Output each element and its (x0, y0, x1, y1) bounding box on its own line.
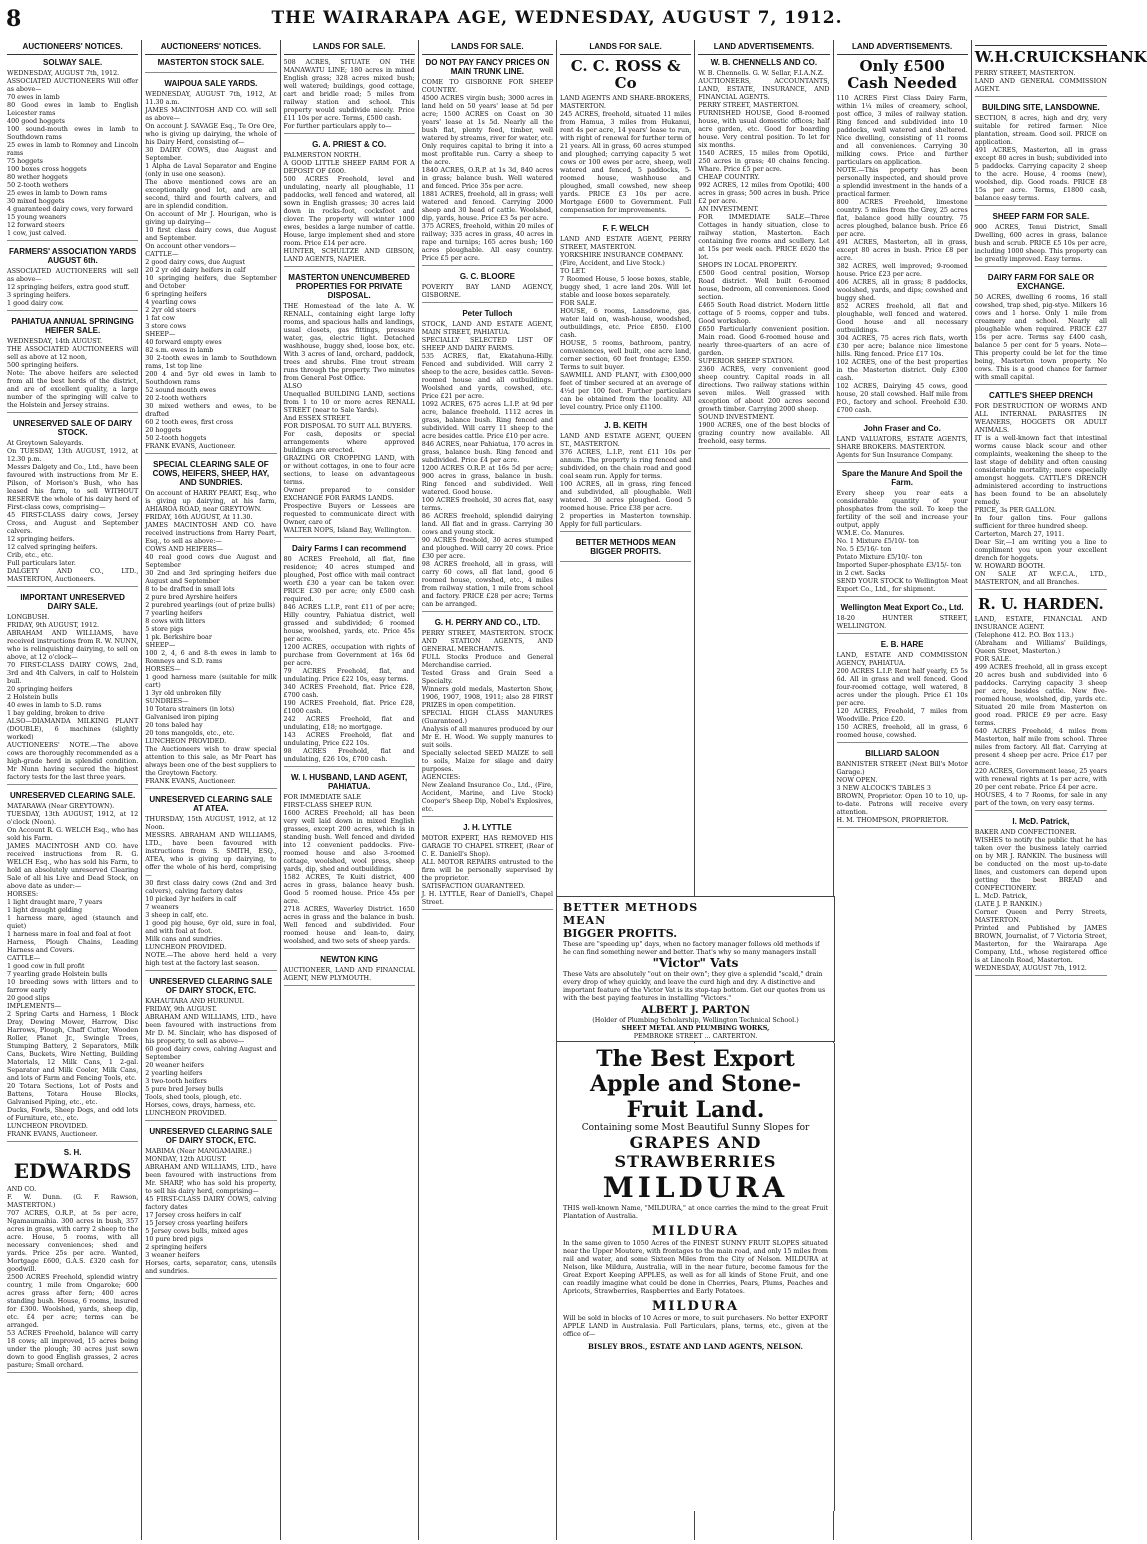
advertisement-block (975, 273, 1107, 385)
block-heading: J. B. KEITH (604, 421, 648, 430)
advertisement-block (560, 224, 691, 415)
block-heading: G. H. PERRY AND CO., LTD. (434, 618, 541, 627)
block-heading: BILLIARD SALOON (865, 749, 940, 758)
block-text: BAKER AND CONFECTIONER. WISHES to notify the public that he has taken over the business lately carried on by MR J. RANKIN. The business will be conducted on the most up-to-date lines, and customers can depend upon getting the best BREAD and CONFECTIONERY. L. McD. Patrick, (LATE J. P. RANKIN.) Corner Queen and Perry Streets, MASTERTON. Printed and Published by JAMES BROWN, Journalist, of 7 Victoria Street, Masterton, for the Wairarapa Age Company, Ltd., whose registered office is at Lincoln Road, Masterton. WEDNESDAY, AUGUST 7th, 1912. (974, 828, 1107, 972)
advertisement-block (422, 309, 553, 612)
block-heading: MASTERTON STOCK SALE. (157, 58, 265, 67)
block-heading: UNRESERVED SALE OF DAIRY STOCK. (13, 419, 133, 437)
victor-trade: SHEET METAL AND PLUMBING WORKS, (621, 1024, 770, 1032)
block-text: THURSDAY, 15th AUGUST, 1912, at 12 Noon. MESSRS. ABRAHAM AND WILLIAMS, LTD., have been favoured with instructions from S. SMITH, ESQ., ATEA, who is giving up dairying, to offer the whole of his herd, comprising— 30 first class dairy cows (2nd and 3rd calvers), calving factory dates 10 picked 3yr heifers in calf 7 weaners 3 sheep in calf, etc. 1 good pig house, 6yr old, sure in foal, and with foal at foot. Milk cans and sundries. LUNCHEON PROVIDED. NOTE.—The above herd held a very high test at the factory last season. (145, 815, 277, 967)
block-heading: IMPORTANT UNRESERVED DAIRY SALE. (20, 593, 125, 611)
block-title: EDWARDS (13, 1159, 132, 1183)
block-heading: UNRESERVED CLEARING SALE AT ATEA. (149, 795, 273, 813)
block-heading: W. B. CHENNELLS AND CO. (710, 58, 818, 67)
block-text: MABIMA (Near MANGAMAIRE.) MONDAY, 12th AUGUST. ABRAHAM AND WILLIAMS, LTD., have been favoured with instructions from Mr. SHARP, who has sold his property, to sell his dairy herd, comprising— 45 FIRST-CLASS DAIRY COWS, calving factory dates 17 Jersey cross heifers in calf 15 Jersey cross yearling heifers 5 Jersey cows bulls, mixed ages 10 pure bred pigs 2 springing heifers 3 weaner heifers Horses, carts, separator, cans, utensils and sundries. (145, 1147, 277, 1275)
advertisement-block (7, 58, 138, 241)
victor-sub: (Holder of Plumbing Scholarship, Wellington Technical School.) (592, 1016, 799, 1024)
advertisement-block (975, 212, 1107, 267)
advertisement-block (422, 272, 553, 303)
block-heading: Wellington Meat Export Co., Ltd. (840, 603, 964, 612)
mildura-place3: MILDURA (651, 1298, 740, 1314)
block-text: LAND AGENTS AND SHARE-BROKERS, MASTERTON. 245 ACRES, freehold, situated 11 miles from Hamua, 3 miles from Hukanui, rent 4s per acre, 14 years' lease to run, with right of renewal for further term of 21 years. All in grass, 60 acres stumped and ploughed; carrying capacity 5 wet cows or 100 ewes per acre, sheep, well watered and fenced, 5 paddocks, 5-roomed house, washhouse and ploughed, small cowshed, new sheep yards. PRICE £3 10s per acre. Mortgage £600 to Government. Full compensation for improvements. (560, 94, 692, 214)
block-text: PALMERSTON NORTH. A GOOD LITTLE SHEEP FARM FOR A DEPOSIT OF £600. 500 ACRES Freehold, level and undulating, nearly all ploughable, 11 paddocks, well fenced and watered, all sown in English grasses; 30 acres laid down in rocks-foot, cocksfoot and clover. The property will winter 1000 ewes, besides a large number of cattle. House, large implement shed and store room. Price £14 per acre. HUNTER, SCHULTZE AND GIBSON, LAND AGENTS, NAPIER. (283, 151, 415, 263)
victor-line1: BETTER METHODS (563, 901, 699, 914)
block-heading: CATTLE'S SHEEP DRENCH (988, 390, 1093, 400)
block-heading: DAIRY FARM FOR SALE OR EXCHANGE. (987, 272, 1094, 291)
block-text: WEDNESDAY, AUGUST 7th, 1912. ASSOCIATED AUCTIONEERS Will offer as above— 70 ewes in lamb 80 Good ewes in lamb to English Leicester rams 400 good hoggets 100 sound-mouth ewes in lamb to Southdown rams 25 ewes in lamb to Romney and Lincoln rams 75 hoggets 100 boxes cross hoggets 80 wether hoggets 50 2-tooth wethers 25 ewes in lamb to Down rams 30 mixed hoggets 4 guaranteed dairy cows, very forward 15 young weaners 12 forward steers 1 cow, just calved. (7, 69, 139, 237)
advertisement-block (284, 273, 415, 538)
advertisement-block (837, 424, 968, 463)
mildura-body3: Will be sold in blocks of 10 Acres or more, to suit purchasers. No better EXPORT APPLE LAND in Australasia. Full Particulars, plans, terms, etc., given at the office of— (563, 1313, 828, 1338)
column-header: LAND ADVERTISEMENTS. (837, 40, 968, 55)
block-text: PERRY STREET, MASTERTON. LAND AND GENERAL COMMISSION AGENT. (974, 68, 1107, 93)
block-text: AUCTIONEER, LAND AND FINANCIAL AGENT, NEW PLYMOUTH. (283, 966, 415, 982)
advertisement-block (7, 317, 138, 413)
block-text: 18-20 HUNTER STREET, WELLINGTON. (836, 614, 968, 630)
block-heading: S. H. (63, 1148, 82, 1157)
advertisement-block (284, 140, 415, 267)
block-heading: SPECIAL CLEARING SALE OF COWS, HEIFERS, SHEEP, HAY, AND SUNDRIES. (152, 460, 270, 487)
advertisement-block (560, 58, 691, 218)
block-text: STOCK, LAND AND ESTATE AGENT, MAIN STREET, PAHIATUA. SPECIALLY SELECTED LIST OF SHEEP AND DAIRY FARMS. 535 ACRES, flat, Ekatahuna-Hilly. Fenced and subdivided. Will carry 2 sheep to the acre, besides cattle. Seven-roomed house and all outbuildings. Woolshed and yards, cowshed, etc. Price £21 per acre. 1092 ACRES, 675 acres L.I.P. at 9d per acre, balance freehold. 1112 acres in grass, balance bush. Ring fenced and subdivided. Will carry 11 sheep to the acre besides cattle. Price £10 per acre. 846 ACRES, near Pahiatua, 170 acres in grass, balance bush. Ring fenced and subdivided. Price £4 per acre. 1200 ACRES O.R.P. at 16s 5d per acre; 900 acres in grass, balance in bush. Ring fenced and subdivided. Well watered. Good house. 100 ACRES freehold, 30 acres flat, easy terms. 86 ACRES freehold, splendid dairying land. All flat and in grass. Carrying 30 cows and young stock. 90 ACRES freehold, 30 acres stumped and ploughed. Will carry 20 cows. Price £30 per acre. 98 ACRES freehold, all in grass, will carry 60 cows, all flat land, good 6 roomed house, cowshed, etc., 4 miles from railway station, 1 mile from school and factory. PRICE £28 per acre; Terms can be arranged. (421, 320, 553, 608)
block-text: POVERTY BAY LAND AGENCY, GISBORNE. (421, 283, 553, 299)
mildura-place: MILDURA (602, 1170, 789, 1204)
column-4 (419, 40, 557, 1540)
block-heading: Spare the Manure And Spoil the Farm. (841, 469, 963, 487)
block-heading: FARMERS' ASSOCIATION YARDS AUGUST 6th. (8, 247, 137, 265)
victor-vats-ad (556, 896, 835, 1042)
block-text: THE Homestead of the late A. W. RENALL, containing eight large lofty rooms, and spacious halls and landings, usual closets, gas fittings, pressure water, gas, electric light. Detached washhouse, buggy shed, loose box, etc. With 3 acres of land, orchard, paddock, trees and shrubs. Fine trout stream runs through the property. Two minutes from General Post Office. ALSO Unequalled BUILDING LAND, sections from 1 to 10 or more acres RENALL STREET (near to Sale Yards). And ESSEX STREET. FOR DISPOSAL TO SUIT ALL BUYERS. For cash, deposits or special arrangements where approved buildings are erected. GRAZING OR CROPPING LAND, with or without cottages, in one to four acre sections, to lease on advantageous terms. Owner prepared to consider EXCHANGE FOR FARMS LANDS. Prospective Buyers or Lessees are requested to communicate direct with Owner, care of WALTER NOPS, Island Bay, Wellington. (283, 302, 415, 534)
advertisement-block (7, 1148, 138, 1373)
block-heading: F. F. WELCH (602, 224, 649, 233)
block-text: MOTOR EXPERT, HAS REMOVED HIS GARAGE TO CHAPEL STREET, (Rear of C. E. Daniell's Shop). ALL MOTOR REPAIRS entrusted to the firm will be personally supervised by the proprietor. SATISFACTION GUARANTEED. J. H. LYTTLE, Rear of Daniell's, Chapel Street. (421, 834, 553, 906)
block-text: 900 ACRES, Tenui District, Small Dwelling, 600 acres in grass, balance bush and scrub. PRICE £5 10s per acre, including 1000 sheep. This property can be greatly improved. Easy terms. (974, 222, 1107, 263)
advertisement-block (837, 749, 968, 828)
advertisement-block (145, 977, 276, 1121)
block-text: 508 ACRES, SITUATE ON THE MANAWATU LINE; 180 acres in mixed English grass; 328 acres mixed bush; well watered; buildings, good cottage, cart and bridle road; 5 miles from railway station and school. This property would subdivide nicely. Price £11 10s per acre. Terms, £500 cash. For further particulars apply to— (283, 58, 415, 130)
advertisement-block (560, 421, 691, 532)
advertisement-block (422, 823, 553, 910)
block-heading: DO NOT PAY FANCY PRICES ON MAIN TRUNK LINE. (425, 58, 550, 76)
advertisement-block (284, 58, 415, 134)
advertisement-block (974, 48, 1147, 97)
mildura-footer: BISLEY BROS., ESTATE AND LAND AGENTS, NELSON. (588, 1341, 803, 1351)
block-heading: W. I. HUSBAND, LAND AGENT, PAHIATUA. (291, 773, 408, 791)
block-text: PERRY STREET, MASTERTON. STOCK AND STATION AGENTS, AND GENERAL MERCHANTS. FULL Stocks Produce and General Merchandise carried. Tested Grass and Grain Seed a Specialty. Winners gold medals, Masterton Show, 1906, 1907, 1908, 1911; also 28 FIRST PRIZES in open competition. SPECIAL HIGH CLASS MANURES (Guaranteed.) Analysis of all manures produced by our Mr E. H. Wood. We supply manures to suit soils. Specially selected SEED MAIZE to sell to soils, Maize for silage and dairy purposes. AGENCIES: New Zealand Insurance Co., Ltd., (Fire, Accident, Marine, and Live Stock) Cooper's Sheep Dip, Nobel's Explosives, etc. (421, 629, 553, 813)
column-7 (834, 40, 972, 1540)
victor-address: PEMBROKE STREET ... CARTERTON. (633, 1032, 758, 1040)
column-header: LAND ADVERTISEMENTS. (698, 40, 829, 55)
block-text: BANNISTER STREET (Next Bill's Motor Garage.) NOW OPEN. 3 NEW ALCOCK'S TABLES 3 BROWN, Proprietor. Open 10 to 10, up-to-date. Patrons will receive every attention. H. M. THOMPSON, PROPRIETOR. (836, 760, 968, 824)
block-heading: Peter Tulloch (462, 309, 513, 318)
victor-product: "Victor" Vats (652, 956, 739, 970)
advertisement-block (145, 795, 276, 971)
mildura-headline: The Best Export Apple and Stone-Fruit Land. (590, 1046, 801, 1123)
block-text: AND CO. F. W. Dunn. (G. F. Rawson, MASTERTON.) 707 ACRES, O.R.P., at 5s per acre, Ngamaumaihia. 300 acres in bush, 357 acres in grass, with carry 2 sheep to the acre. House, 5 rooms, with all necessary conveniences; shed and yards. Price 25s per acre. Wanted, Mortgage £600, G.A.S. £320 cash for goodwill. 2500 ACRES Freehold, splendid wintry country, 1 mile from Ongaroke; 600 acres grass after fern; 400 acres standing bush. House, 6 rooms, insured for £300. Woolshed, yards, sheep dip, etc. £4 per acre; terms can be arranged. 53 ACRES Freehold, balance will carry 18 cows; all improved, 15 acres being under the plough; 30 acres just sown down to good English grasses, 2 acres pasture; Small orchard. (7, 1185, 139, 1369)
advertisement-block (284, 773, 415, 949)
column-1 (4, 40, 142, 1540)
block-text: 50 ACRES, dwelling 6 rooms, 16 stall cowshed, trap shed, pig-stye. Milkers 16 cows and 1 horse. Only 1 mile from creamery and school. Nearly all ploughable when required. PRICE £27 15s per acre. Terms say £400 cash, balance 5 per cent for 5 years. Note—This property could be let for the time being, Masterton town property. No cows. This is a good chance for farmer with small capital. (974, 292, 1107, 381)
block-heading: SOLWAY SALE. (43, 58, 103, 67)
block-text: LAND AND ESTATE AGENT, QUEEN ST., MASTERTON. 376 ACRES, L.I.P., rent £11 10s per annum. The property is ring fenced and subdivided, on the chain road and good coal seam run. Apply for terms. 100 ACRES, all in grass, ring fenced and subdivided, all ploughable. Well watered. 30 acres ploughed. Good 5 roomed house. Price £38 per acre. 2 properties in Masterton township. Apply for full particulars. (560, 432, 692, 528)
block-text: W. B. Chennells. G. W. Sellar, F.I.A.N.Z. AUCTIONEERS, ACCOUNTANTS, LAND, ESTATE, INSURANCE, AND FINANCIAL AGENTS. PERRY STREET, MASTERTON. FURNISHED HOUSE, Good 8-roomed house, with usual domestic offices; half acre garden, etc. Good for boarding house. Very central position. To let for six months. 1540 ACRES, 15 miles from Opotiki, 250 acres in grass; 40 chains fencing. Whare. Price £5 per acre. CHEAP COUNTRY. 992 ACRES, 12 miles from Opotiki; 400 acres in grass; 500 acres in bush. Price £2 per acre. AN INVESTMENT. FOR IMMEDIATE SALE—Three Cottages in handy situation, close to railway station, Masterton. Each containing five rooms and scullery. Let at 15s per week each. PRICE £620 the lot. SHOPS IN LOCAL PROPERTY. £500 Good central position, Worsop Road district. Well built 6-roomed house, bedroom, all conveniences. Good section. £465 South Road district. Modern little cottage of 5 rooms, copper and tubs. Good workshop. £650 Particularly convenient position. Main road. Good 6-roomed house and nearly three-quarters of an acre of garden. SUPERIOR SHEEP STATION. 2360 ACRES, very convenient good sheep country. Capital roads in all directions. Two railway stations within seven miles. Well grassed with exception of about 200 acres second growth timber. Carrying 2000 sheep. SOUND INVESTMENT. 1900 ACRES, one of the best blocks of grazing country now available. All freehold, easy terms. (698, 69, 830, 445)
block-text: At Greytown Saleyards. On TUESDAY, 13th AUGUST, 1912, at 12.30 p.m. Messrs Dalgety and Co., Ltd., have been favoured with instructions from Mr E. Pilson, of Morison's Bush, who has leased his farm, to sell WITHOUT RESERVE the whole of his dairy herd of First-class cows, comprising— 45 FIRST-CLASS dairy cows, Jersey Cross, and August and September calvers. 12 springing heifers. 12 calved springing heifers. Crib, etc., etc. Full particulars later. DALGETY AND CO., LTD., MASTERTON, Auctioneers. (7, 439, 139, 583)
block-heading: BUILDING SITE, LANSDOWNE. (981, 102, 1100, 112)
advertisement-block (837, 640, 968, 743)
block-heading: WAIPOUA SALE YARDS. (164, 79, 258, 88)
mildura-intro: Containing some Most Beautiful Sunny Slopes for (581, 1122, 810, 1133)
block-heading: UNRESERVED CLEARING SALE OF DAIRY STOCK, ETC. (149, 1127, 273, 1145)
advertisement-block (698, 58, 829, 449)
advertisement-block (7, 593, 138, 785)
block-title: C. C. ROSS & Co (570, 57, 681, 92)
block-text: Every sheep you rear eats a considerable quantity of your phosphates from the soil. To keep the fertility of the soil and increase your output, apply W.M.E. Co. Manures. No. 1 Mixture £5/10/- ton No. 5 £5/16/- ton Potato Mixture £5/10/- ton Imported Super-phosphate £3/15/- ton in 2 cwt. Sacks SEND YOUR STOCK to Wellington Meat Export Co., Ltd., for shipment. (836, 489, 968, 593)
block-heading: G. A. PRIEST & CO. (312, 140, 387, 149)
advertisement-block (975, 103, 1107, 206)
victor-body: These are "speeding up" days, when no factory manager follows old methods if he can find something newer and better. That's why so many managers install (563, 940, 820, 956)
block-text: COME TO GISBORNE FOR SHEEP COUNTRY. 4500 ACRES virgin bush; 3000 acres in land held on 50 years' lease at 5d per acre; 1500 ACRES on Coast on 30 years' lease at 1s 5d. Nearly all the bush flat, plenty feed, timber, well watered by streams, river for water, etc. Only requires capital to bring it into a most profitable run. Carry a sheep to the acre. 1840 ACRES, O.R.P. at 1s 3d, 840 acres in grass; balance bush. Well watered and fenced. Price 35s per acre. 1881 ACRES, freehold, all in grass; well watered and fenced. Carrying 2000 sheep and 30 head of cattle. Woolshed, dip, yards, house. Price £3 5s per acre. 375 ACRES, freehold, within 20 miles of railway; 335 acres in grass, 40 acres in rape and turnips; 165 acres bush; 160 acres ploughable. All easy country. Price £5 per acre. (421, 78, 553, 262)
block-heading: UNRESERVED CLEARING SALE. (10, 791, 136, 800)
advertisement-block (975, 817, 1107, 976)
masthead (0, 0, 1114, 36)
advertisement-block (7, 791, 138, 1142)
block-text: KAHAUTARA AND HURUNUI. FRIDAY, 9th AUGUST. ABRAHAM AND WILLIAMS, LTD., have been favoured with instructions from Mr D. M. Sinclair, who has disposed of his property, to sell as above— 60 good dairy cows, calving August and September 20 weaner heifers 2 yearling heifers 3 two-tooth heifers 5 pure bred Jersey bulls Tools, shed tools, plough, etc. Horses, cows, drays, harness, etc. LUNCHEON PROVIDED. (145, 997, 277, 1117)
block-heading: BETTER METHODS MEAN BIGGER PROFITS. (575, 538, 676, 556)
block-text: WEDNESDAY, AUGUST 7th, 1912, At 11.30 a.m. JAMES MACINTOSH AND CO. will sell as above— On account J. SAVAGE Esq., Te Ore Ore, who is giving up dairying, the whole of his Dairy Herd, consisting of— 30 DAIRY COWS, due August and September. 1 Alpha de Laval Separator and Engine (only in use one season). The above mentioned cows are an exceptionally good lot, and are all second, third and fourth calvers, and are in splendid condition. On account of Mr J. Hourigan, who is giving up dairying— 10 first class dairy cows, due August and September. On account other vendors— CATTLE— 2 good dairy cows, due August 20 2 yr old dairy heifers in calf 10 springing heifers, due September and October 6 springing heifers 4 yearling cows 2 2yr old steers 1 fat cow 3 store cows SHEEP— 40 forward empty ewes 82 s.m. ewes in lamb 30 2-tooth ewes in lamb to Southdown rams, 1st top line 200 4 and 5yr old ewes in lamb to Southdown rams 52 sound mouth ewes 20 2-tooth wethers 30 mixed wethers and ewes, to be drafted 60 2 tooth ewes, first cross 20 hoggets 50 2-tooth hoggets FRANK EVANS, Auctioneer. (145, 90, 277, 450)
column-header (975, 40, 1107, 46)
advertisement-block (145, 58, 276, 73)
block-title: Only £500 Cash Needed (847, 57, 957, 92)
block-text: LAND, ESTATE, FINANCIAL AND INSURANCE AGENT. (Telephone 412. P.O. Box 113.) (Abraham and Williams' Buildings, Queen Street, Masterton.) FOR SALE. 499 ACRES freehold, all in grass except 20 acres bush and subdivided into 6 paddocks. Carrying capacity 3 sheep per acre, besides cattle. New five-roomed house, woolshed, dip, yards etc. Situated 20 mile from Masterton on good road. PRICE £9 per acre. Easy terms. 640 ACRES Freehold, 4 miles from Masterton, half mile from school. Three miles from factory. All flat. Carrying at present 4 sheep per acre. Price £17 per acre. 220 ACRES, Government lease, 25 years with renewal rights at 1s per acre, with 20 per cent rebate. Price £4 per acre. HOUSES, 4 to 7 Rooms, for sale in any part of the town, on very easy terms. (974, 615, 1107, 807)
block-text: 80 ACRES Freehold, all flat, fine residence; 40 acres stumped and ploughed, Post office with mail contract worth £30 a year can be taken over. PRICE £30 per acre; only £500 cash required. 846 ACRES L.I.P., rent £11 of per acre; Hilly country, Pahiatua district, well grassed and subdivided; 6 roomed house, woolshed, yards, etc. Price 45s per acre. 1200 ACRES, occupation with rights of purchase from Government at 16s 6d per acre. 79 ACRES Freehold, flat, and undulating. Price £22 10s, easy terms. 340 ACRES Freehold, flat. Price £28, £700 cash. 190 ACRES Freehold, flat. Price £28, £1000 cash. 242 ACRES Freehold, flat and undulating, £18; no mortgage. 143 ACRES Freehold, flat and undulating, Price £22 10s. 98 ACRES Freehold, flat and undulating, £26 10s, £700 cash. (283, 555, 415, 763)
column-2 (142, 40, 280, 1540)
column-header: LANDS FOR SALE. (560, 40, 691, 55)
mildura-crop: GRAPES AND STRAWBERRIES (614, 1132, 777, 1171)
block-heading: MASTERTON UNENCUMBERED PROPERTIES FOR PRIVATE DISPOSAL. (288, 273, 410, 300)
block-text: MATARAWA (Near GREYTOWN). TUESDAY, 13th AUGUST, 1912, at 12 o'clock (Noon). On Account R. G. WELCH Esq., who has sold his Farm. JAMES MACINTOSH AND CO. have received instructions from R. G. WELCH Esq., who has sold his Farm, to hold an absolutely unreserved Clearing Sale of all his Live and Dead Stock, on above date as under:— HORSES: 1 light draught mare, 7 years 1 light draught gelding 1 harness mare, aged (staunch and quiet) 1 harness mare in foal and foal at foot Harness, Plough Chains, Leading Harness and Covers. CATTLE— 1 good cow in full profit 7 yearling grade Holstein bulls 10 breeding sows with litters and to farrow early 20 good slips IMPLEMENTS— 2 Spring Carts and Harness, 1 Block Dray, Dewing Mower, Harrow, Disc Harrows, Plough, Chaff Cutter, Wooden Roller, Planet Jr., Swingle Trees, Stumping Battery, 2 Separators, Milk Cans, Buckets, Wire Netting, Building Materials, 12 Milk Cans, 1 2-gal. Separator and Milk Cooler, Milk Cans, and lots of Farm and Fencing Tools, etc. 20 Totara Sections, Lot of Posts and Battens, Totara House Blocks, Galvanised Piping, etc., etc. Ducks, Fowls, Sheep Dogs, and odd lots of Furniture, etc., etc. LUNCHEON PROVIDED. FRANK EVANS, Auctioneer. (7, 802, 139, 1138)
advertisement-block (145, 460, 276, 789)
advertisement-block (7, 247, 138, 311)
block-text: ASSOCIATED AUCTIONEERS will sell as above— 12 springing heifers, extra good stuff. 3 springing heifers. 1 good dairy cow. (7, 267, 139, 307)
column-header: LANDS FOR SALE. (422, 40, 553, 55)
column-3 (281, 40, 419, 1540)
block-heading: PAHIATUA ANNUAL SPRINGING HEIFER SALE. (11, 317, 134, 335)
column-8 (972, 40, 1147, 1540)
mildura-body2: In the same given to 1050 Acres of the FINEST SUNNY FRUIT SLOPES situated near the Upper Moutere, with frontages to the main road, and only 15 miles from rail and water, and some Sixteen Miles from the City of Nelson. MILDURA at Nelson, like Mildura, Australia, will in the near future, become famous for the Great Export Keeping APPLES, as well as for all kinds of Stone Fruit, and one can readily imagine what could be done in Cherries, Pears, Plums, Peaches and Apricots, Strawberries, Raspberries and Early Potatoes. (563, 1238, 828, 1295)
victor-name: ALBERT J. PARTON (641, 1005, 750, 1016)
column-header: LANDS FOR SALE. (284, 40, 415, 55)
block-text: SECTION, 8 acres, high and dry, very suitable for retired farmer. Nice plantation, stream. Good soil. PRICE on application. 491 ACRES, Masterton, all in grass except 80 acres in bush; subdivided into 5 paddocks. Carrying capacity 2 sheep to the acre. House, 4 rooms (new), woolshed, dip. Good roads. PRICE £8 15s per acre. Terms, £1800 cash, balance easy terms. (974, 113, 1107, 202)
advertisement-block (422, 618, 553, 817)
block-text: 110 ACRES First Class Dairy Farm, within 1¼ miles of creamery, school, post office, 3 miles of railway station. Ring fenced and subdivided into 10 paddocks, well watered and sheltered. Nice dwelling, consisting of 11 rooms and all conveniences. Carrying 30 milking cows. Price and further particulars on application. NOTE.—This property has been personally inspected, and should prove a splendid investment in the hands of a practical farmer. 800 ACRES Freehold, limestone country. 5 miles from the Grey, 25 acres flat, balance good hilly country. 75 acres ploughed, balance bush. Price £6 per acre. 491 ACRES, Masterton, all in grass, except 80 acres in bush. Price £8 per acre. 382 ACRES, well improved; 9-roomed house. Price £23 per acre. 406 ACRES, all in grass; 8 paddocks, woolshed, yards, and dips; cowshed and buggy shed. 852 ACRES freehold, all flat and ploughable, well fenced and watered. Good house and all necessary outbuildings. 304 ACRES, 75 acres rich flats, worth £30 per acre; balance nice limestone hills. Ring fenced. Price £17 10s. 102 ACRES, one of the best properties in the Masterton district. Only £300 cash. 102 ACRES, Dairying 45 cows, good house, 20 stall cowshed. Half mile from P.O., factory and school. Freehold £30. £700 cash. (836, 94, 968, 414)
block-text: LONGBUSH. FRIDAY, 9th AUGUST, 1912. ABRAHAM AND WILLIAMS, have received instructions from R. W. NUNN, who is relinquishing dairying, to sell on above, at 12 o'clock— 70 FIRST-CLASS DAIRY COWS, 2nd, 3rd and 4th Calvers, in calf to Holstein bull. 20 springing heifers 2 Holstein bulls 40 ewes in lamb to S.D. rams 1 bay gelding, broken to drive ALSO—DIAMANDA MILKING PLANT (DOUBLE), 6 machines (slightly worked) AUCTIONEERS' NOTE.—The above cows are thoroughly recommended as a high-grade herd in splendid condition. Mr Nunn having secured the highest factory tests for the last three years. (7, 613, 139, 781)
block-heading: SHEEP FARM FOR SALE. (992, 211, 1090, 221)
column-header: AUCTIONEERS' NOTICES. (7, 40, 138, 55)
advertisement-block (837, 603, 968, 634)
advertisement-block (284, 544, 415, 767)
block-heading: I. McD. Patrick, (1012, 817, 1070, 826)
mildura-ad (556, 1043, 835, 1511)
block-text: LAND AND ESTATE AGENT, PERRY STREET, MASTERTON. YORKSHIRE INSURANCE COMPANY. (Fire, Accident, and Live Stock.) TO LET. 7 Roomed House, 5 loose boxes, stable, buggy shed, 1 acre land 20s. Will let stable and loose boxes separately. FOR SALE. HOUSE, 6 rooms, Lansdowne, gas, water laid on, wash-house, woodshed, outbuildings, etc. Price £850. £100 cash. HOUSE, 5 rooms, bathroom, pantry, conveniences, well built, one acre land, corner section, 60 feet frontage; £350. Terms to suit buyer. SAWMILL AND PLANT, with £300,000 feet of timber secured at an average of 4½d per 100 feet. Further particulars can be obtained from the locality. All level country. Price only £1100. (560, 235, 692, 411)
block-text: On account of HARRY PEART, Esq., who is giving up dairying, at his farm, AHIAROA ROAD, near GREYTOWN. FRIDAY, 16th AUGUST, At 11.30. JAMES MACINTOSH AND CO. have received instructions from Harry Peart, Esq., to sell as above:— COWS AND HEIFERS— 40 real good cows due August and September 30 2nd and 3rd springing heifers due August and September 8 to be drafted in small lots 2 pure bred Ayrshire heifers 2 purebred yearlings (out of prize bulls) 7 yearling heifers 8 cows with litters 5 store pigs 1 pk. Berkshire boar SHEEP— 100 2, 4, 6 and 8-th ewes in lamb to Romneys and S.D. rams HORSES— 1 good harness mare (suitable for milk cart) 1 3yr old unbroken filly SUNDRIES— 10 Totara strainers (in lots) Galvanised iron piping 20 tons baled hay 20 tons mangolds, etc., etc. LUNCHEON PROVIDED. The Auctioneers wish to draw special attention to this sale, as Mr Peart has always been one of the best suppliers to the Greytown Factory. FRANK EVANS, Auctioneer. (145, 489, 277, 785)
block-text: FOR IMMEDIATE SALE FIRST-CLASS SHEEP RUN. 1600 ACRES Freehold; all has been very well laid down in mixed English grasses, except 200 acres, which is in standing bush. Well fenced and divided into 12 convenient paddocks. Five-roomed house and also 3-roomed cottage, woolshed, wool press, sheep yards, dip, shed and outbuildings. 1582 ACRES, Te Kuiti district, 400 acres in grass, balance heavy bush. Good 5 roomed house. Price 45s per acre. 2718 ACRES, Waverley District. 1650 acres in grass and the balance in bush. Well fenced and subdivided. Four roomed house and lean-to, dairy, woolshed, and two sets of sheep yards. (283, 793, 415, 945)
block-heading: E. B. HARE (880, 640, 924, 649)
advertisement-block (975, 596, 1107, 812)
advertisement-block (7, 419, 138, 587)
block-text: LAND VALUATORS, ESTATE AGENTS, SHARE BROKERS. MASTERTON. Agents for Sun Insurance Company. (836, 435, 968, 459)
advertisement-block (284, 955, 415, 986)
block-heading: NEWTON KING (320, 955, 378, 964)
block-heading: J. H. LYTTLE (463, 823, 512, 832)
newspaper-title: THE WAIRARAPA AGE, WEDNESDAY, AUGUST 7, 1912. (271, 8, 843, 28)
block-heading: Dairy Farms I can recommend (291, 544, 407, 553)
block-title: W.H.CRUICKSHANK (974, 48, 1147, 66)
block-text: WEDNESDAY, 14th AUGUST. THE ASSOCIATED AUCTIONEERS will sell as above at 12 noon, 500 springing heifers. Note: The above heifers are selected from all the best herds of the district, and are of excellent quality, a large number of the springing will calve to the Holstein and Jersey strains. (7, 337, 139, 409)
advertisement-block (560, 538, 691, 562)
advertisement-block (837, 469, 968, 597)
victor-line2: MEAN (563, 914, 607, 927)
advertisement-block (837, 58, 968, 418)
advertisement-block (145, 1127, 276, 1279)
block-heading: John Fraser and Co. (863, 424, 941, 433)
victor-body2: These Vats are absolutely "out on their own"; they give a splendid "scald," drain every drop of whey quickly, and leave the curd high and dry. A distinctive and important feature of the Victor Vat is its stop-tap bottom. Get our quotes from us with the best paying features in installing "Victors." (563, 970, 826, 1002)
mildura-place2: MILDURA (651, 1223, 740, 1239)
block-text: LAND, ESTATE AND COMMISSION AGENCY, PAHIATUA. 200 ACRES L.I.P. Rent half yearly, £5 5s 6d. All in grass and well fenced. Good four-roomed cottage, well watered, 8 acres under the plough. Price £1 10s per acre. 120 ACRES, Freehold, 7 miles from Woodville. Price £20. 150 ACRES, freehold, all in grass, 6 roomed house, cowshed. (836, 651, 968, 739)
page-number: 8 (6, 6, 22, 32)
block-heading: UNRESERVED CLEARING SALE OF DAIRY STOCK, ETC. (149, 977, 273, 995)
column-header: AUCTIONEERS' NOTICES. (145, 40, 276, 55)
mildura-body: THIS well-known Name, "MILDURA," at once carries the mind to the great Fruit Plantation of Australia. (563, 1203, 828, 1220)
block-text: FOR DESTRUCTION OF WORMS AND ALL INTERNAL PARASITES IN WEANERS, HOGGETS OR ADULT ANIMALS. IT is a well-known fact that intestinal worms cause black scour and other complaints, weakening the sheep to the last stage of debility and often causing considerable mortality; more especially amongst hoggets. CATTLE'S DRENCH administered according to instructions has been found to be an absolutely remedy. PRICE, 3s PER GALLON. In four gallon tins. Four gallons sufficient for three hundred sheep. Carterton, March 27, 1911. Dear Sir,—I am writing you a line to compliment you upon your excellent drench for hoggets. W. HOWARD BOOTH. ON SALE AT W.F.C.A., LTD., MASTERTON, and all Branches. (974, 401, 1107, 586)
block-heading: G. C. BLOORE (459, 272, 515, 281)
advertisement-block (145, 79, 276, 454)
advertisement-block (975, 391, 1107, 590)
advertisement-block (422, 58, 553, 266)
victor-line3: BIGGER PROFITS. (563, 927, 678, 940)
block-title: R. U. HARDEN. (978, 594, 1104, 613)
